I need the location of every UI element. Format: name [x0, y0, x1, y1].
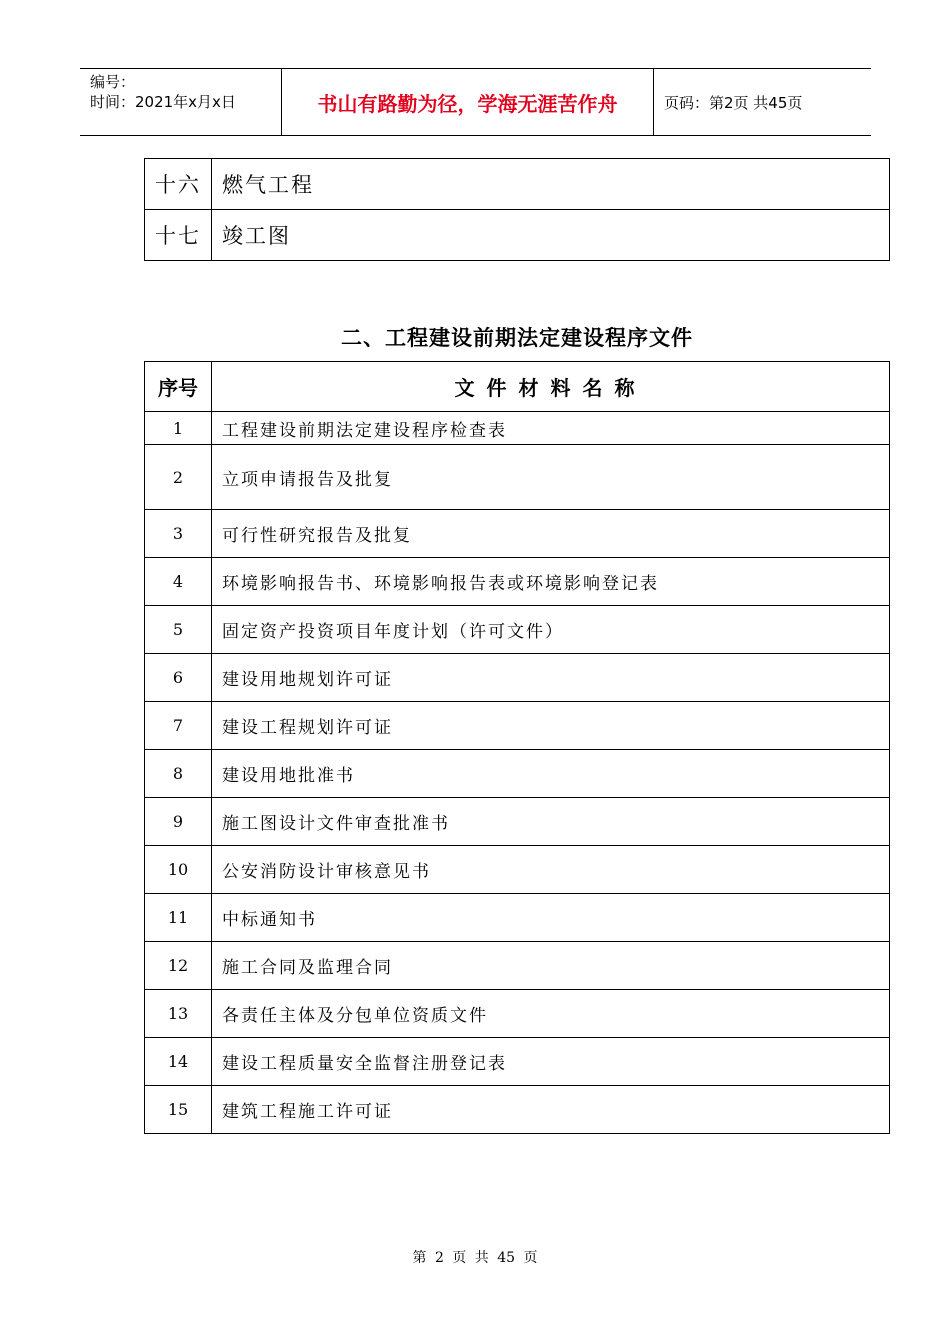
row-number: 十六	[145, 159, 212, 210]
row-number: 7	[145, 702, 212, 750]
header-page-info: 页码：第2页 共45页	[664, 93, 803, 112]
section-title: 二、工程建设前期法定建设程序文件	[341, 326, 693, 350]
row-number: 15	[145, 1086, 212, 1134]
table-row	[145, 750, 890, 798]
row-document-name: 竣工图	[212, 210, 890, 261]
row-number: 10	[145, 846, 212, 894]
table-header-row	[145, 362, 890, 412]
table-row	[145, 942, 890, 990]
table-row	[145, 510, 890, 558]
row-number: 5	[145, 606, 212, 654]
document-number-label: 编号：	[90, 73, 136, 91]
row-document-name: 建设用地规划许可证	[212, 654, 890, 702]
table-row	[145, 159, 890, 210]
table-row	[145, 702, 890, 750]
table-row	[145, 210, 890, 261]
table-row	[145, 606, 890, 654]
row-document-name: 立项申请报告及批复	[212, 445, 890, 510]
row-document-name: 环境影响报告书、环境影响报告表或环境影响登记表	[212, 558, 890, 606]
row-document-name: 建设工程规划许可证	[212, 702, 890, 750]
document-time-label: 时间：2021年x月x日	[90, 93, 236, 111]
row-document-name: 建筑工程施工许可证	[212, 1086, 890, 1134]
table-row	[145, 558, 890, 606]
row-document-name: 施工图设计文件审查批准书	[212, 798, 890, 846]
header-motto: 书山有路勤为径，学海无涯苦作舟	[282, 69, 654, 135]
row-document-name: 建设工程质量安全监督注册登记表	[212, 1038, 890, 1086]
row-number: 6	[145, 654, 212, 702]
table-row	[145, 846, 890, 894]
row-document-name: 建设用地批准书	[212, 750, 890, 798]
table-row	[145, 990, 890, 1038]
page-footer: 第 2 页 共 45 页	[412, 1250, 538, 1266]
row-number: 1	[145, 412, 212, 445]
row-number: 8	[145, 750, 212, 798]
row-number: 4	[145, 558, 212, 606]
row-number: 12	[145, 942, 212, 990]
row-document-name: 可行性研究报告及批复	[212, 510, 890, 558]
table-row	[145, 1038, 890, 1086]
row-number: 13	[145, 990, 212, 1038]
document-list-table	[144, 361, 890, 1134]
row-number: 十七	[145, 210, 212, 261]
row-document-name: 固定资产投资项目年度计划（许可文件）	[212, 606, 890, 654]
table-row	[145, 412, 890, 445]
row-number: 2	[145, 445, 212, 510]
row-document-name: 中标通知书	[212, 894, 890, 942]
row-number: 9	[145, 798, 212, 846]
row-document-name: 施工合同及监理合同	[212, 942, 890, 990]
row-document-name: 各责任主体及分包单位资质文件	[212, 990, 890, 1038]
row-number: 14	[145, 1038, 212, 1086]
table-row	[145, 798, 890, 846]
row-document-name: 燃气工程	[212, 159, 890, 210]
page-header	[80, 68, 871, 136]
column-header-number: 序号	[145, 362, 212, 412]
row-document-name: 公安消防设计审核意见书	[212, 846, 890, 894]
header-meta	[80, 69, 282, 135]
table-row	[145, 654, 890, 702]
column-header-name: 文件材料名称	[212, 362, 890, 412]
table-row	[145, 1086, 890, 1134]
continued-table	[144, 158, 890, 261]
table-row	[145, 445, 890, 510]
row-document-name: 工程建设前期法定建设程序检查表	[212, 412, 890, 445]
row-number: 3	[145, 510, 212, 558]
row-number: 11	[145, 894, 212, 942]
table-row	[145, 894, 890, 942]
